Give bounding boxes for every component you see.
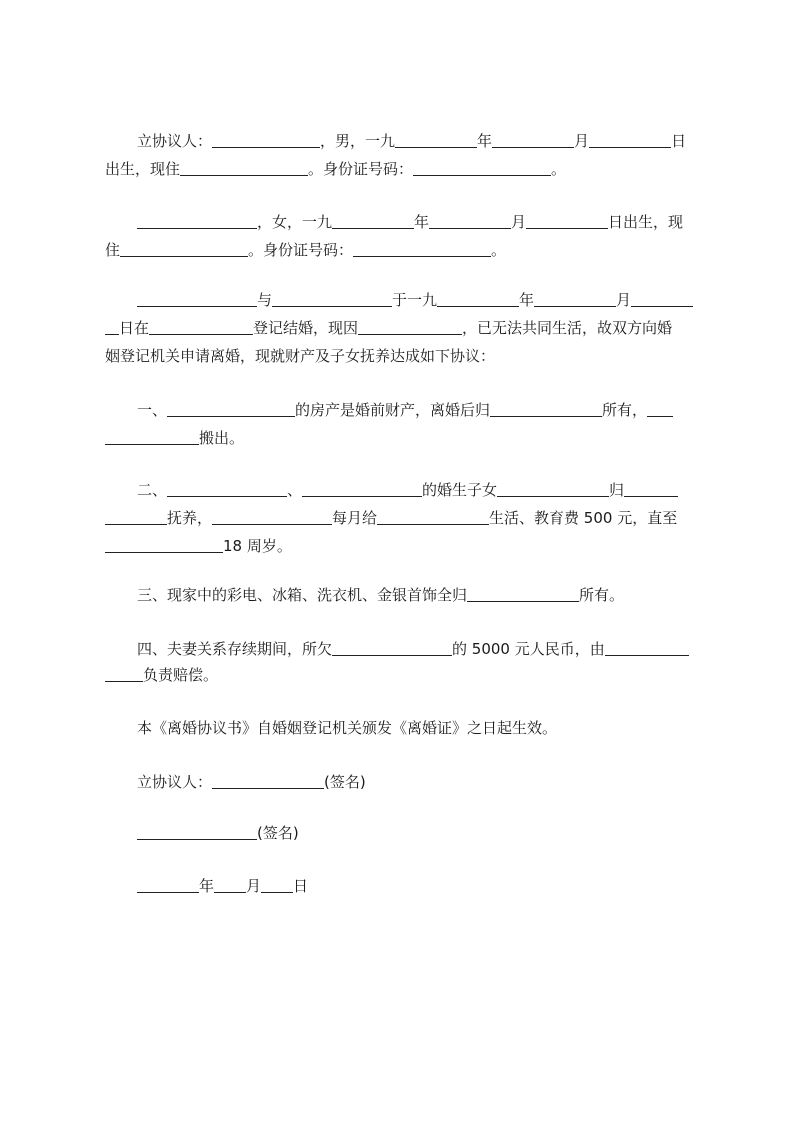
item1-text1: 的房产是婚前财产，离婚后归 (295, 401, 491, 419)
item1-text3: 搬出。 (199, 429, 245, 447)
party2-id-label: 。身份证号码： (248, 241, 354, 259)
party2-name-blank[interactable] (137, 210, 257, 229)
party1-line1 (105, 126, 701, 156)
party1-line2 (105, 154, 701, 184)
signature1-blank[interactable] (212, 770, 324, 789)
party1-gender: ，男，一九 (320, 132, 396, 150)
party1-year-label: 年 (477, 132, 493, 150)
item4-payer-blank-b[interactable] (105, 663, 143, 682)
marriage-day-label: 日在 (119, 319, 150, 337)
item2-parent1-blank[interactable] (167, 478, 287, 497)
item4-text3: 负责赔偿。 (143, 666, 219, 684)
party1-residence-label: 出生，现住 (105, 160, 181, 178)
item2-sep: 、 (287, 481, 303, 499)
party2-line2 (105, 235, 701, 265)
party2-born-label: 日出生，现 (608, 213, 684, 231)
item2-child-age-blank[interactable] (105, 534, 223, 553)
item2-child-blank[interactable] (497, 478, 609, 497)
item1-leaver-blank-a[interactable] (647, 398, 673, 417)
party2-year-label: 年 (414, 213, 430, 231)
party2-gender: ，女，一九 (257, 213, 333, 231)
party2-residence-blank[interactable] (120, 238, 248, 257)
marriage-registered-text: 登记结婚，现因 (253, 319, 359, 337)
divorce-reason-text: ，已无法共同生活，故双方向婚 (462, 319, 673, 337)
item1-line1 (105, 395, 701, 425)
marriage-year-prefix: 于一九 (392, 291, 438, 309)
item2-line1 (105, 475, 701, 505)
marriage-party2-blank[interactable] (272, 288, 392, 307)
signature2-line (105, 818, 701, 848)
party1-prefix: 立协议人： (137, 132, 213, 150)
item2-payee-blank[interactable] (377, 506, 489, 525)
date-year-blank[interactable] (137, 874, 199, 893)
date-day-blank[interactable] (261, 874, 293, 893)
item4-line2 (105, 660, 701, 690)
signature1-note: (签名) (324, 773, 366, 791)
date-month-label: 月 (246, 877, 262, 895)
party1-month-blank[interactable] (492, 129, 574, 148)
item2-text1: 的婚生子女 (422, 481, 498, 499)
item4-debt-blank[interactable] (332, 637, 452, 656)
item4-text2: 的 5000 元人民币，由 (452, 640, 605, 658)
item1-line2 (105, 423, 701, 453)
party1-day-blank[interactable] (589, 129, 671, 148)
party1-day-label: 日 (671, 132, 687, 150)
party2-month-blank[interactable] (429, 210, 511, 229)
signature2-note: (签名) (257, 824, 299, 842)
party1-month-label: 月 (574, 132, 590, 150)
item1-number: 一、 (137, 401, 168, 419)
item2-line2 (105, 503, 701, 533)
item3-owner-blank[interactable] (467, 583, 579, 602)
item1-text2: 所有， (602, 401, 648, 419)
date-day-label: 日 (293, 877, 309, 895)
item3-text2: 所有。 (579, 586, 625, 604)
divorce-reason-blank[interactable] (358, 316, 462, 335)
signature1-line (105, 767, 701, 797)
item3-text1: 三、现家中的彩电、冰箱、洗衣机、金银首饰全归 (137, 586, 468, 604)
party1-name-blank[interactable] (212, 129, 320, 148)
item2-text2: 归 (609, 481, 625, 499)
item2-parent2-blank[interactable] (302, 478, 422, 497)
marriage-year-label: 年 (519, 291, 535, 309)
party2-id-blank[interactable] (353, 238, 491, 257)
item1-owner-blank[interactable] (490, 398, 602, 417)
marriage-month-label: 月 (616, 291, 632, 309)
item2-custodian-blank-b[interactable] (105, 506, 167, 525)
party2-month-label: 月 (511, 213, 527, 231)
effective-text: 本《离婚协议书》自婚姻登记机关颁发《离婚证》之日起生效。 (137, 719, 558, 737)
marriage-day-blank-a[interactable] (631, 288, 693, 307)
marriage-line2 (105, 313, 701, 343)
party2-year-blank[interactable] (332, 210, 414, 229)
party2-residence-label: 住 (105, 241, 121, 259)
party2-line1 (105, 207, 701, 237)
item2-text5: 生活、教育费 500 元，直至 (489, 509, 678, 527)
item1-leaver-blank-b[interactable] (105, 426, 199, 445)
marriage-line1 (105, 285, 701, 315)
item2-text4: 每月给 (332, 509, 378, 527)
party1-id-label: 。身份证号码： (308, 160, 414, 178)
item2-text6: 18 周岁。 (223, 537, 292, 555)
marriage-month-blank[interactable] (534, 288, 616, 307)
marriage-with-label: 与 (257, 291, 273, 309)
party1-residence-blank[interactable] (180, 157, 308, 176)
item4-text1: 四、夫妻关系存续期间，所欠 (137, 640, 333, 658)
party2-day-blank[interactable] (526, 210, 608, 229)
item2-line3 (105, 531, 701, 561)
item3-line (105, 580, 701, 610)
marriage-party1-blank[interactable] (137, 288, 257, 307)
party1-end: 。 (551, 160, 567, 178)
date-line (105, 871, 701, 901)
date-month-blank[interactable] (214, 874, 246, 893)
marriage-place-blank[interactable] (149, 316, 253, 335)
item4-payer-blank-a[interactable] (605, 637, 689, 656)
signature2-blank[interactable] (137, 821, 257, 840)
marriage-year-blank[interactable] (437, 288, 519, 307)
item2-number: 二、 (137, 481, 168, 499)
party1-year-blank[interactable] (395, 129, 477, 148)
marriage-line3-text: 姻登记机关申请离婚，现就财产及子女抚养达成如下协议： (105, 347, 496, 365)
item2-text3: 抚养， (167, 509, 213, 527)
marriage-line3 (105, 341, 701, 371)
date-year-label: 年 (199, 877, 215, 895)
item1-property-blank[interactable] (167, 398, 295, 417)
effective-clause (105, 713, 701, 743)
party2-end: 。 (491, 241, 507, 259)
signature1-label: 立协议人： (137, 773, 213, 791)
party1-id-blank[interactable] (413, 157, 551, 176)
item2-custodian-blank-a[interactable] (624, 478, 678, 497)
item2-payer-blank[interactable] (212, 506, 332, 525)
marriage-day-blank-b[interactable] (105, 316, 119, 335)
